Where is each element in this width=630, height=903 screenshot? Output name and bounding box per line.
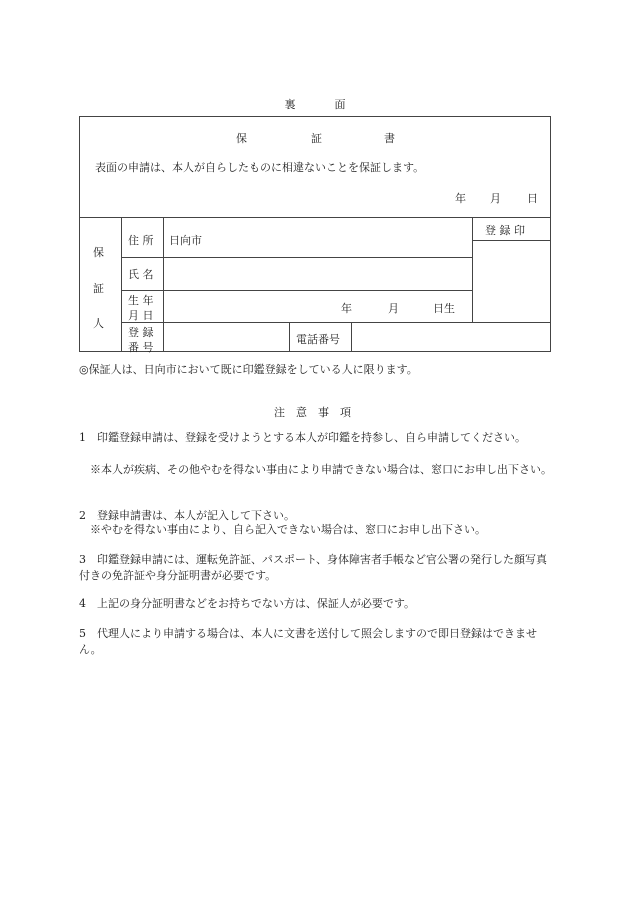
note-item-4: 4 上記の身分証明書などをお持ちでない方は、保証人が必要です。	[79, 597, 416, 610]
guarantee-title-char-1: 保	[236, 132, 247, 145]
phone-left-divider	[289, 322, 290, 352]
note-item-5: 5 代理人により申請する場合は、本人に文書を送付して照会しますので即日登録はできません。	[79, 627, 537, 656]
table-label-divider	[163, 217, 164, 352]
notes-title: 注 意 事 項	[274, 406, 351, 419]
birth-label-line-2: 月 日	[128, 309, 154, 322]
note-item-1-sub: ※本人が疾病、その他やむを得ない事由により申請できない場合は、窓口にお申し出下さい。	[79, 463, 552, 476]
birth-row-line	[121, 322, 551, 323]
guarantee-statement: 表面の申請は、本人が自らしたものに相違ないことを保証します。	[95, 161, 425, 174]
date-day-label: 日	[527, 192, 538, 205]
birth-day-unit: 日生	[433, 302, 455, 315]
reg-number-label-line-2: 番 号	[128, 341, 154, 354]
seal-header-line	[472, 240, 551, 241]
name-row-line	[121, 290, 472, 291]
note-item-2: 2 登録申請書は、本人が記入して下さい。	[79, 509, 295, 522]
guarantee-title-char-2: 証	[311, 132, 322, 145]
name-label: 氏 名	[128, 268, 154, 281]
guarantor-side-char-2: 証	[93, 282, 104, 295]
note-item-1: 1 印鑑登録申請は、登録を受けようとする本人が印鑑を持参し、自ら申請してください。	[79, 431, 526, 444]
phone-right-divider	[351, 322, 352, 352]
seal-label: 登 録 印	[485, 224, 525, 237]
address-value: 日向市	[169, 234, 202, 247]
address-label: 住 所	[128, 234, 154, 247]
table-side-divider	[121, 217, 122, 352]
address-row-line	[121, 257, 472, 258]
birth-year-unit: 年	[341, 302, 352, 315]
date-year-label: 年	[455, 192, 466, 205]
table-seal-divider	[472, 217, 473, 322]
table-top-line	[79, 217, 551, 218]
note-item-2-sub: ※やむを得ない事由により、自ら記入できない場合は、窓口にお申し出下さい。	[79, 523, 486, 536]
date-month-label: 月	[490, 192, 501, 205]
guarantee-title-char-3: 書	[384, 132, 395, 145]
guarantor-side-char-1: 保	[93, 246, 104, 259]
reg-number-label-line-1: 登 録	[128, 326, 154, 339]
guarantor-condition-note: ◎保証人は、日向市において既に印鑑登録をしている人に限ります。	[79, 363, 418, 376]
birth-label-line-1: 生 年	[128, 294, 154, 307]
birth-month-unit: 月	[388, 302, 399, 315]
guarantor-side-char-3: 人	[93, 317, 104, 330]
phone-label: 電話番号	[296, 333, 340, 346]
note-item-3: 3 印鑑登録申請には、運転免許証、パスポート、身体障害者手帳など官公署の発行した顔写真付きの免許証や身分証明書が必要です。	[79, 553, 548, 582]
page-title: 裏 面	[284, 98, 360, 111]
